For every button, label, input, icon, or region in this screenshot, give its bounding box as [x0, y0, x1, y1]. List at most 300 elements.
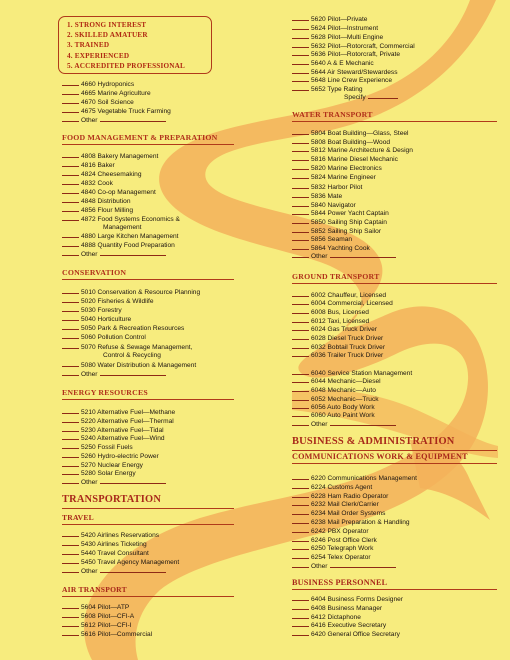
occupation-item — [62, 362, 196, 370]
rating-blank[interactable] — [292, 178, 309, 179]
other-label: Other — [311, 253, 328, 260]
occupation-label: 6234 Mail Order Systems — [311, 510, 386, 517]
rating-blank[interactable] — [62, 545, 79, 546]
occupation-label: 5020 Fisheries & Wildlife — [81, 298, 154, 305]
rating-blank[interactable] — [292, 549, 309, 550]
occupation-item — [292, 631, 400, 639]
rating-blank[interactable] — [292, 497, 309, 498]
occupation-item — [62, 622, 132, 630]
write-in-line[interactable] — [100, 572, 166, 573]
rating-blank[interactable] — [62, 311, 79, 312]
occupation-label: Management — [103, 224, 142, 231]
section-heading: AIR TRANSPORT — [62, 585, 127, 594]
occupation-label: 5060 Pollution Control — [81, 334, 146, 341]
occupation-item — [62, 427, 164, 435]
occupation-item — [62, 316, 131, 324]
occupation-label: 4665 Marine Agriculture — [81, 90, 151, 97]
occupation-item — [62, 334, 146, 342]
occupation-label: 6220 Communications Management — [311, 475, 417, 482]
occupation-label: 6004 Commercial, Licensed — [311, 300, 393, 307]
occupation-item — [62, 453, 159, 461]
occupation-label: 5450 Travel Agency Management — [81, 559, 180, 566]
rating-blank[interactable] — [62, 375, 79, 376]
rating-blank[interactable] — [62, 338, 79, 339]
rating-blank[interactable] — [292, 609, 309, 610]
rating-blank[interactable] — [62, 85, 79, 86]
occupation-item — [62, 207, 133, 215]
occupation-item — [292, 554, 371, 562]
occupation-label: 5850 Sailing Ship Captain — [311, 219, 387, 226]
occupation-item — [292, 528, 369, 536]
occupation-item — [62, 90, 151, 98]
occupation-label: 6012 Taxi, Licensed — [311, 318, 370, 325]
rating-blank[interactable] — [292, 90, 309, 91]
occupation-label: 4675 Vegetable Truck Farming — [81, 108, 171, 115]
rating-blank[interactable] — [62, 184, 79, 185]
occupation-item — [292, 86, 363, 94]
section-rule — [62, 144, 234, 145]
occupation-item — [62, 99, 134, 107]
occupation-item — [62, 289, 200, 297]
occupation-item — [62, 153, 158, 161]
occupation-item — [62, 108, 171, 116]
occupation-item — [292, 614, 361, 622]
occupation-label: 5652 Type Rating — [311, 86, 363, 93]
specify-entry — [292, 94, 398, 102]
other-entry — [292, 421, 396, 429]
rating-blank[interactable] — [292, 339, 309, 340]
occupation-label: 5620 Pilot—Private — [311, 16, 368, 23]
occupation-item — [292, 60, 374, 68]
occupation-label: 6028 Diesel Truck Driver — [311, 335, 384, 342]
occupation-item — [292, 537, 377, 545]
occupation-item — [62, 631, 152, 639]
other-entry — [62, 568, 166, 576]
rating-blank[interactable] — [62, 554, 79, 555]
section-rule — [62, 524, 234, 525]
occupation-label: 6242 PBX Operator — [311, 528, 369, 535]
rating-blank[interactable] — [62, 175, 79, 176]
occupation-label: 5636 Pilot—Rotorcraft, Private — [311, 51, 401, 58]
occupation-label: 5816 Marine Diesel Mechanic — [311, 156, 398, 163]
occupation-label: 5836 Mate — [311, 193, 343, 200]
rating-blank[interactable] — [292, 330, 309, 331]
occupation-item — [62, 613, 134, 621]
rating-blank[interactable] — [62, 329, 79, 330]
occupation-label: 5220 Alternative Fuel—Thermal — [81, 418, 174, 425]
rating-blank[interactable] — [62, 608, 79, 609]
rating-blank[interactable] — [292, 47, 309, 48]
rating-blank[interactable] — [62, 617, 79, 618]
rating-blank[interactable] — [62, 255, 79, 256]
rating-blank[interactable] — [62, 157, 79, 158]
occupation-label: 6254 Telex Operator — [311, 554, 371, 561]
occupation-label: 6036 Trailer Truck Driver — [311, 352, 384, 359]
occupation-label: 5820 Marine Electronics — [311, 165, 382, 172]
legend-level-3: 3. TRAINED — [67, 41, 110, 50]
occupation-label: 5840 Navigator — [311, 202, 356, 209]
rating-blank[interactable] — [292, 400, 309, 401]
occupation-label: 5280 Solar Energy — [81, 470, 136, 477]
rating-blank[interactable] — [292, 249, 309, 250]
occupation-label: 6002 Chauffeur, Licensed — [311, 292, 387, 299]
section-rule — [292, 283, 497, 284]
rating-blank[interactable] — [292, 523, 309, 524]
occupation-item — [62, 344, 192, 352]
occupation-label: 6416 Executive Secretary — [311, 622, 387, 629]
occupation-item — [292, 493, 388, 501]
rating-blank[interactable] — [62, 626, 79, 627]
section-heading: TRANSPORTATION — [62, 494, 162, 505]
occupation-label: 5832 Harbor Pilot — [311, 184, 363, 191]
occupation-label: 5070 Refuse & Sewage Management, — [81, 344, 193, 351]
other-label: Other — [311, 563, 328, 570]
rating-blank[interactable] — [62, 413, 79, 414]
occupation-label: 6412 Dictaphone — [311, 614, 361, 621]
rating-blank[interactable] — [62, 302, 79, 303]
occupation-item — [292, 184, 362, 192]
rating-blank[interactable] — [292, 223, 309, 224]
rating-blank[interactable] — [62, 193, 79, 194]
rating-blank[interactable] — [62, 246, 79, 247]
write-in-line[interactable] — [330, 567, 396, 568]
occupation-label: 5010 Conservation & Resource Planning — [81, 289, 201, 296]
rating-blank[interactable] — [62, 439, 79, 440]
rating-blank[interactable] — [62, 366, 79, 367]
section-heading: CONSERVATION — [62, 268, 127, 277]
occupation-item — [292, 545, 373, 553]
rating-blank[interactable] — [292, 322, 309, 323]
rating-blank[interactable] — [62, 483, 79, 484]
occupation-label: 5864 Yachting Cook — [311, 245, 370, 252]
occupation-item — [292, 412, 375, 420]
rating-blank[interactable] — [292, 626, 309, 627]
occupation-item — [62, 604, 129, 612]
rating-blank[interactable] — [62, 457, 79, 458]
occupation-label: 5250 Fossil Fuels — [81, 444, 133, 451]
section-heading: FOOD MANAGEMENT & PREPARATION — [62, 133, 218, 142]
rating-blank[interactable] — [292, 197, 309, 198]
occupation-item — [292, 69, 398, 77]
rating-blank[interactable] — [292, 313, 309, 314]
occupation-item — [62, 162, 115, 170]
rating-blank[interactable] — [292, 38, 309, 39]
rating-blank[interactable] — [292, 169, 309, 170]
occupation-item — [292, 228, 381, 236]
occupation-label: 6246 Post Office Clerk — [311, 537, 377, 544]
occupation-label: 5270 Nuclear Energy — [81, 462, 143, 469]
occupation-label: 4888 Quantity Food Preparation — [81, 242, 175, 249]
occupation-label: 5856 Seaman — [311, 236, 353, 243]
occupation-label: 6032 Bobtail Truck Driver — [311, 344, 386, 351]
occupation-label: 6250 Telegraph Work — [311, 545, 374, 552]
rating-blank[interactable] — [292, 151, 309, 152]
other-label: Other — [81, 479, 98, 486]
write-in-line[interactable] — [368, 98, 398, 99]
write-in-line[interactable] — [100, 121, 166, 122]
occupation-item — [292, 387, 376, 395]
other-entry — [62, 479, 166, 487]
occupation-item — [62, 435, 165, 443]
rating-blank[interactable] — [292, 160, 309, 161]
occupation-label: 5648 Line Crew Experience — [311, 77, 393, 84]
occupation-item — [292, 34, 383, 42]
section-rule — [292, 121, 497, 122]
occupation-label: 6024 Gas Truck Driver — [311, 326, 377, 333]
occupation-label: 5420 Airlines Reservations — [81, 532, 160, 539]
occupation-item — [292, 378, 381, 386]
occupation-label: 5824 Marine Engineer — [311, 174, 376, 181]
rating-blank[interactable] — [292, 514, 309, 515]
other-label: Other — [311, 421, 328, 428]
occupation-item — [292, 245, 370, 253]
occupation-item — [62, 532, 159, 540]
occupation-label: 6238 Mail Preparation & Handling — [311, 519, 410, 526]
rating-blank[interactable] — [292, 232, 309, 233]
rating-blank[interactable] — [292, 479, 309, 480]
occupation-label: 5612 Pilot—CFI-I — [81, 622, 132, 629]
occupation-label: 4670 Soil Science — [81, 99, 134, 106]
occupation-label: 5080 Water Distribution & Management — [81, 362, 197, 369]
occupation-item — [292, 318, 369, 326]
rating-blank[interactable] — [62, 635, 79, 636]
occupation-label: 5050 Park & Recreation Resources — [81, 325, 185, 332]
occupation-label: 5644 Air Steward/Stewardess — [311, 69, 398, 76]
occupation-label: 4856 Flour Milling — [81, 207, 134, 214]
rating-blank[interactable] — [292, 408, 309, 409]
rating-blank[interactable] — [292, 29, 309, 30]
other-entry — [62, 371, 166, 379]
rating-blank[interactable] — [292, 356, 309, 357]
occupation-item — [292, 326, 377, 334]
section-heading: COMMUNICATIONS WORK & EQUIPMENT — [292, 452, 468, 461]
rating-blank[interactable] — [292, 618, 309, 619]
legend-level-2: 2. SKILLED AMATUER — [67, 31, 148, 40]
rating-blank[interactable] — [62, 220, 79, 221]
occupation-label: 6008 Bus, Licensed — [311, 309, 369, 316]
occupation-item — [292, 236, 352, 244]
rating-blank[interactable] — [62, 211, 79, 212]
occupation-item — [62, 233, 179, 241]
occupation-item — [292, 165, 382, 173]
rating-blank[interactable] — [62, 536, 79, 537]
rating-blank[interactable] — [62, 320, 79, 321]
occupation-item — [292, 174, 376, 182]
rating-blank[interactable] — [62, 474, 79, 475]
occupation-item — [292, 147, 413, 155]
rating-blank[interactable] — [292, 296, 309, 297]
rating-blank[interactable] — [62, 112, 79, 113]
occupation-item — [292, 25, 378, 33]
occupation-label: 5604 Pilot—ATP — [81, 604, 130, 611]
rating-blank[interactable] — [292, 532, 309, 533]
rating-blank[interactable] — [292, 134, 309, 135]
rating-blank[interactable] — [292, 81, 309, 82]
occupation-item — [292, 16, 367, 24]
rating-blank[interactable] — [292, 188, 309, 189]
occupation-label: 6048 Mechanic—Auto — [311, 387, 376, 394]
rating-blank[interactable] — [292, 348, 309, 349]
rating-blank[interactable] — [62, 202, 79, 203]
section-heading: BUSINESS & ADMINISTRATION — [292, 436, 455, 447]
occupation-item — [292, 501, 379, 509]
occupation-label: 5240 Alternative Fuel—Wind — [81, 435, 165, 442]
occupation-label: 6232 Mail Clerk/Carrier — [311, 501, 379, 508]
occupation-label: 5030 Forestry — [81, 307, 122, 314]
rating-blank[interactable] — [292, 425, 309, 426]
occupation-label: 6224 Customs Agent — [311, 484, 373, 491]
occupation-label: 5640 A & E Mechanic — [311, 60, 374, 67]
write-in-line[interactable] — [100, 375, 166, 376]
occupation-label: 5624 Pilot—Instrument — [311, 25, 379, 32]
rating-blank[interactable] — [62, 94, 79, 95]
occupation-label: 4660 Hydroponics — [81, 81, 135, 88]
occupation-label: 5616 Pilot—Commercial — [81, 631, 153, 638]
occupation-item — [292, 193, 342, 201]
section-rule — [62, 279, 234, 280]
rating-blank[interactable] — [292, 505, 309, 506]
occupation-label: 5844 Power Yacht Captain — [311, 210, 389, 217]
section-heading: BUSINESS PERSONNEL — [292, 578, 388, 587]
occupation-item — [62, 541, 147, 549]
other-label: Other — [81, 117, 98, 124]
occupation-label: Control & Recycling — [103, 352, 161, 359]
rating-blank[interactable] — [292, 20, 309, 21]
rating-blank[interactable] — [62, 237, 79, 238]
rating-blank[interactable] — [292, 600, 309, 601]
occupation-item — [292, 370, 412, 378]
occupation-label: 5808 Boat Building—Wood — [311, 139, 391, 146]
write-in-line[interactable] — [100, 255, 166, 256]
occupation-label: 4832 Cook — [81, 180, 113, 187]
occupation-item — [62, 81, 134, 89]
rating-blank[interactable] — [292, 541, 309, 542]
occupation-item — [292, 396, 379, 404]
occupation-item — [62, 470, 136, 478]
rating-blank[interactable] — [292, 635, 309, 636]
occupation-item — [62, 325, 184, 333]
occupation-label: 5210 Alternative Fuel—Methane — [81, 409, 176, 416]
rating-blank[interactable] — [62, 293, 79, 294]
rating-blank[interactable] — [62, 448, 79, 449]
other-label: Other — [81, 251, 98, 258]
occupation-label: 5430 Airlines Ticketing — [81, 541, 147, 548]
occupation-item — [62, 298, 154, 306]
rating-blank[interactable] — [292, 55, 309, 56]
rating-blank[interactable] — [62, 422, 79, 423]
other-label: Other — [81, 371, 98, 378]
occupation-item — [62, 216, 180, 224]
occupation-item — [292, 156, 398, 164]
rating-blank[interactable] — [292, 416, 309, 417]
occupation-item — [292, 292, 386, 300]
occupation-item — [292, 77, 392, 85]
occupation-label: 5230 Alternative Fuel—Tidal — [81, 427, 164, 434]
occupation-item — [292, 484, 372, 492]
occupation-label: 6044 Mechanic—Diesel — [311, 378, 381, 385]
rating-blank[interactable] — [292, 488, 309, 489]
occupation-item — [62, 189, 156, 197]
rating-blank[interactable] — [62, 103, 79, 104]
occupation-label: 5608 Pilot—CFI-A — [81, 613, 135, 620]
occupation-item — [62, 180, 113, 188]
rating-blank[interactable] — [62, 572, 79, 573]
rating-blank[interactable] — [292, 374, 309, 375]
occupation-label: 4816 Baker — [81, 162, 115, 169]
occupation-label: 6228 Ham Radio Operator — [311, 493, 389, 500]
rating-blank[interactable] — [62, 431, 79, 432]
occupation-item — [292, 622, 386, 630]
occupation-item — [62, 171, 141, 179]
occupation-label: 6060 Auto Paint Work — [311, 412, 375, 419]
occupation-label: 5260 Hydro-electric Power — [81, 453, 159, 460]
rating-blank[interactable] — [62, 563, 79, 564]
occupation-item — [292, 51, 400, 59]
occupation-label: 5852 Sailing Ship Sailor — [311, 228, 382, 235]
write-in-line[interactable] — [100, 483, 166, 484]
occupation-label: 4808 Bakery Management — [81, 153, 159, 160]
section-heading: GROUND TRANSPORT — [292, 272, 380, 281]
write-in-line[interactable] — [330, 425, 396, 426]
occupation-label: 6420 General Office Secretary — [311, 631, 400, 638]
section-rule — [62, 596, 234, 597]
occupation-label: 5040 Horticulture — [81, 316, 132, 323]
rating-blank[interactable] — [292, 567, 309, 568]
occupation-item — [62, 307, 122, 315]
occupation-item — [292, 596, 403, 604]
occupation-item — [62, 550, 149, 558]
occupation-label: 4880 Large Kitchen Management — [81, 233, 179, 240]
rating-blank[interactable] — [292, 240, 309, 241]
occupation-item — [292, 404, 375, 412]
occupation-label: 5628 Pilot—Multi Engine — [311, 34, 384, 41]
rating-blank[interactable] — [292, 64, 309, 65]
occupation-item — [292, 219, 387, 227]
occupation-item-continued — [62, 224, 142, 232]
occupation-item-continued — [62, 352, 161, 360]
rating-blank[interactable] — [292, 391, 309, 392]
occupation-item — [62, 462, 143, 470]
section-rule — [62, 399, 234, 400]
rating-blank[interactable] — [62, 466, 79, 467]
rating-blank[interactable] — [62, 121, 79, 122]
occupation-item — [62, 418, 174, 426]
rating-blank[interactable] — [62, 166, 79, 167]
occupation-label: 6404 Business Forms Designer — [311, 596, 403, 603]
occupation-item — [62, 198, 130, 206]
legend-level-1: 1. STRONG INTEREST — [67, 21, 147, 29]
rating-blank[interactable] — [292, 214, 309, 215]
rating-blank[interactable] — [62, 348, 79, 349]
rating-blank[interactable] — [292, 382, 309, 383]
rating-blank[interactable] — [292, 73, 309, 74]
section-heading: ENERGY RESOURCES — [62, 388, 148, 397]
rating-blank[interactable] — [292, 143, 309, 144]
occupation-item — [292, 519, 410, 527]
other-entry — [62, 251, 166, 259]
occupation-item — [292, 309, 369, 317]
rating-blank[interactable] — [292, 257, 309, 258]
section-rule — [292, 463, 497, 464]
occupation-item — [62, 559, 179, 567]
occupation-item — [62, 409, 175, 417]
write-in-line[interactable] — [330, 257, 396, 258]
rating-blank[interactable] — [292, 304, 309, 305]
occupation-item — [292, 344, 385, 352]
rating-blank[interactable] — [292, 558, 309, 559]
section-heading: WATER TRANSPORT — [292, 110, 373, 119]
rating-blank[interactable] — [292, 206, 309, 207]
